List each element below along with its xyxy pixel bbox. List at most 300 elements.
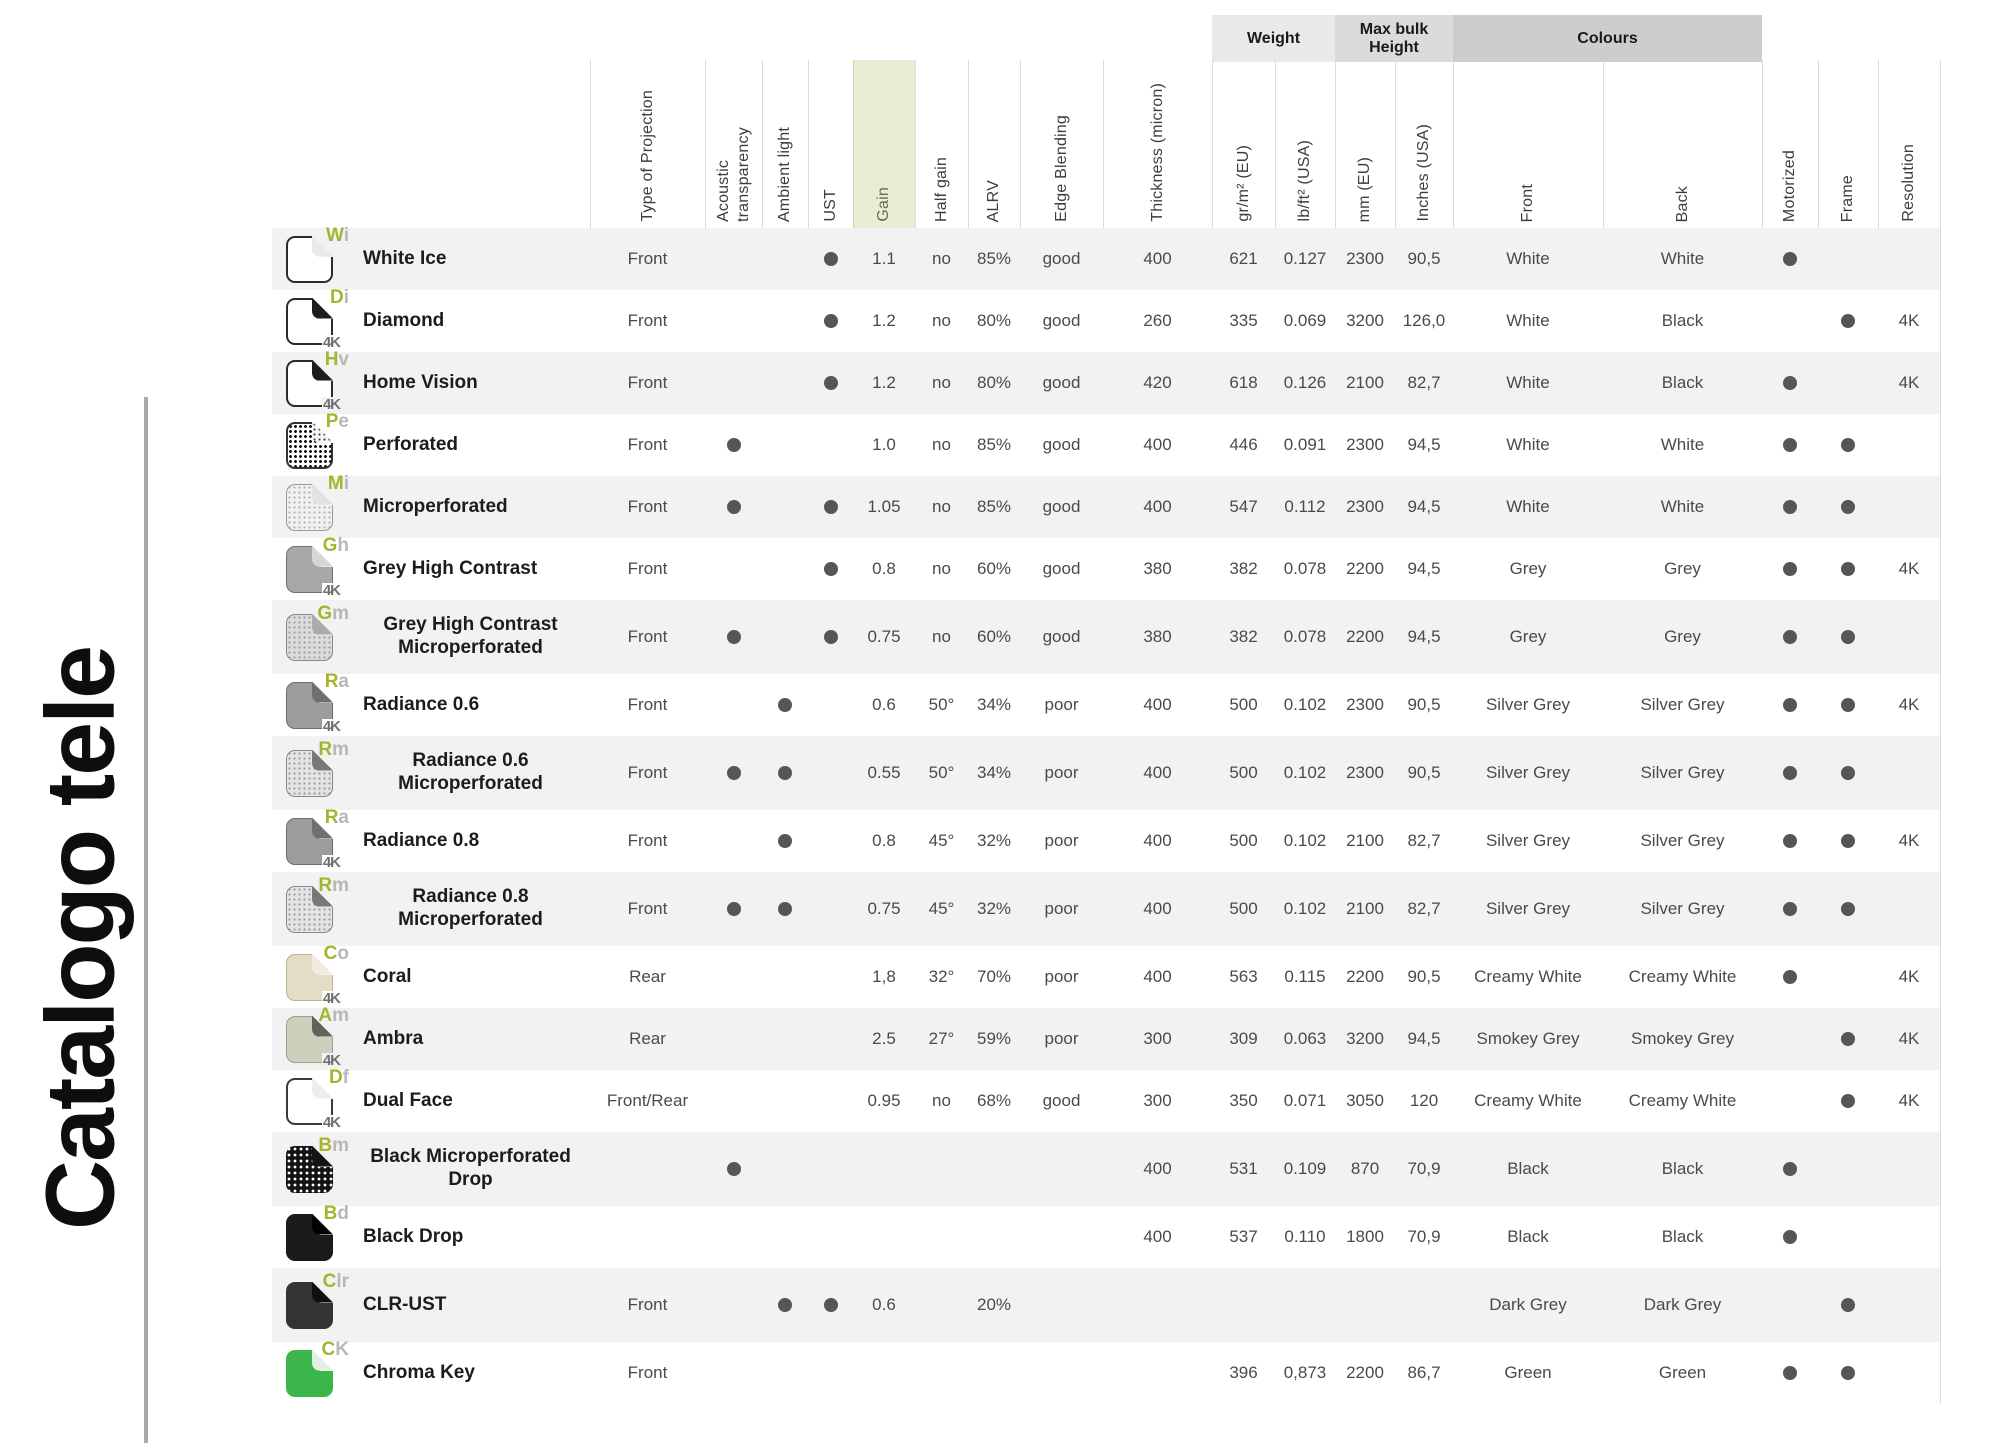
cell-thickness: 260 [1143, 311, 1172, 331]
feature-dot-icon [1783, 252, 1797, 266]
cell-gain: 2.5 [872, 1029, 896, 1049]
column-header-acoustic-transparency: Acoustic transparency [714, 127, 752, 222]
cell-ambient [762, 902, 808, 916]
table-row [272, 1132, 1940, 1206]
material-swatch-icon [286, 410, 349, 469]
cell-gain: 1.0 [872, 435, 896, 455]
cell-thickness: 420 [1143, 373, 1172, 393]
table-row [272, 1338, 1940, 1404]
cell-back: Silver Grey [1640, 899, 1725, 919]
column-header-edge-blending: Edge Blending [1052, 115, 1070, 222]
feature-dot-icon [824, 630, 838, 644]
cell-inches: 90,5 [1407, 967, 1441, 987]
cell-alrv: 32% [976, 899, 1012, 919]
cell-inches: 94,5 [1407, 1029, 1441, 1049]
cell-type: Front [627, 311, 668, 331]
feature-dot-icon [1783, 562, 1797, 576]
cell-front: Smokey Grey [1476, 1029, 1580, 1049]
table-row [272, 736, 1940, 810]
column-header-ambient-light: Ambient light [776, 126, 793, 222]
material-label [272, 534, 590, 599]
table-row [272, 472, 1940, 538]
cell-gr-m2: 382 [1229, 627, 1258, 647]
feature-dot-icon [1841, 630, 1855, 644]
cell-front: White [1506, 497, 1550, 517]
material-code: Am [318, 1004, 349, 1026]
cell-ust [808, 500, 853, 514]
material-label [272, 348, 590, 413]
cell-lb-ft2: 0.112 [1284, 497, 1326, 517]
material-swatch-icon [286, 1338, 349, 1397]
cell-alrv: 85% [976, 497, 1012, 517]
cell-edge-blending: good [1042, 435, 1081, 455]
cell-mm: 2300 [1346, 435, 1384, 455]
material-code: Di [329, 286, 349, 308]
material-code: Clr [322, 1270, 349, 1292]
cell-thickness: 380 [1143, 559, 1172, 579]
column-header-motorized: Motorized [1781, 149, 1798, 222]
cell-lb-ft2: 0.091 [1283, 435, 1327, 455]
cell-half-gain: no [932, 435, 951, 455]
table-row [272, 224, 1940, 290]
cell-half-gain: 27° [928, 1029, 955, 1049]
cell-mm: 2200 [1346, 559, 1384, 579]
cell-thickness: 400 [1143, 435, 1172, 455]
four-k-icon: 4K [322, 1051, 340, 1069]
cell-resolution: 4K [1898, 695, 1920, 715]
feature-dot-icon [1841, 1366, 1855, 1380]
cell-front: White [1506, 373, 1550, 393]
cell-back: Silver Grey [1640, 695, 1725, 715]
material-label [272, 1134, 590, 1193]
column-header-thickness-micron: Thickness (micron) [1148, 83, 1166, 222]
material-code: Pe [325, 410, 349, 432]
cell-resolution: 4K [1898, 373, 1920, 393]
cell-mm: 3050 [1346, 1091, 1384, 1111]
cell-edge-blending: good [1042, 497, 1081, 517]
cell-mm: 870 [1350, 1159, 1380, 1179]
cell-inches: 90,5 [1407, 763, 1441, 783]
cell-ambient [762, 834, 808, 848]
table-rows [272, 224, 1940, 1404]
cell-front: White [1506, 249, 1550, 269]
cell-resolution: 4K [1898, 831, 1920, 851]
cell-lb-ft2: 0.069 [1283, 311, 1327, 331]
four-k-icon: 4K [322, 717, 340, 735]
cell-inches: 86,7 [1407, 1363, 1441, 1383]
material-code: Ra [324, 806, 349, 828]
cell-alrv: 34% [976, 763, 1012, 783]
cell-thickness: 400 [1143, 249, 1172, 269]
cell-gr-m2: 382 [1229, 559, 1258, 579]
cell-gr-m2: 500 [1229, 763, 1258, 783]
material-swatch-icon [286, 472, 349, 531]
cell-motorized [1762, 970, 1818, 984]
cell-motorized [1762, 500, 1818, 514]
cell-alrv: 32% [976, 831, 1012, 851]
material-code: Hv [324, 348, 349, 370]
cell-back: Black [1661, 373, 1704, 393]
material-label [272, 224, 590, 283]
cell-edge-blending: good [1042, 1091, 1081, 1111]
material-label [272, 1202, 590, 1261]
cell-ust [808, 1298, 853, 1312]
cell-resolution: 4K [1898, 311, 1920, 331]
cell-resolution: 4K [1898, 1091, 1920, 1111]
cell-inches: 82,7 [1407, 831, 1441, 851]
cell-motorized [1762, 438, 1818, 452]
feature-dot-icon [824, 500, 838, 514]
cell-frame [1818, 834, 1878, 848]
cell-ust [808, 630, 853, 644]
header-group-max-bulk-height: Max bulk Height [1335, 15, 1453, 62]
material-swatch-icon [286, 286, 349, 351]
cell-mm: 3200 [1346, 311, 1384, 331]
cell-motorized [1762, 1162, 1818, 1176]
cell-gr-m2: 618 [1229, 373, 1258, 393]
cell-edge-blending: poor [1044, 695, 1079, 715]
cell-front: Grey [1509, 559, 1547, 579]
cell-inches: 126,0 [1402, 311, 1446, 331]
feature-dot-icon [1783, 1366, 1797, 1380]
material-name: Grey High Contrast [363, 557, 538, 579]
cell-frame [1818, 1094, 1878, 1108]
table-row [272, 1004, 1940, 1070]
cell-mm: 2100 [1346, 831, 1384, 851]
cell-acoustic [705, 1162, 762, 1176]
cell-gr-m2: 500 [1229, 695, 1258, 715]
material-label [272, 942, 590, 1007]
cell-lb-ft2: 0.102 [1283, 831, 1327, 851]
cell-half-gain: no [932, 249, 951, 269]
cell-edge-blending: good [1042, 249, 1081, 269]
material-code: Ra [324, 670, 349, 692]
cell-gr-m2: 335 [1229, 311, 1258, 331]
cell-alrv: 20% [976, 1295, 1012, 1315]
cell-alrv: 68% [976, 1091, 1012, 1111]
material-code: Gh [322, 534, 349, 556]
material-label [272, 602, 590, 661]
title-rule [144, 397, 148, 1443]
material-label [272, 410, 590, 469]
table-row [272, 348, 1940, 414]
cell-back: White [1660, 249, 1705, 269]
column-header-ust: UST [821, 189, 839, 222]
cell-resolution: 4K [1898, 967, 1920, 987]
cell-inches: 82,7 [1407, 899, 1441, 919]
four-k-icon: 4K [322, 581, 340, 599]
cell-ust [808, 562, 853, 576]
cell-edge-blending: good [1042, 559, 1081, 579]
cell-front: Black [1507, 1159, 1549, 1179]
cell-back: White [1660, 497, 1705, 517]
cell-frame [1818, 630, 1878, 644]
cell-thickness: 400 [1143, 1227, 1172, 1247]
cell-alrv: 60% [976, 559, 1012, 579]
table-row [272, 942, 1940, 1008]
cell-lb-ft2: 0.115 [1284, 967, 1326, 987]
cell-type: Front [627, 497, 668, 517]
cell-gr-m2: 396 [1229, 1363, 1258, 1383]
cell-front: White [1506, 311, 1550, 331]
cell-back: Green [1658, 1363, 1707, 1383]
cell-back: Black [1661, 1227, 1704, 1247]
feature-dot-icon [1841, 1032, 1855, 1046]
cell-front: Silver Grey [1485, 763, 1571, 783]
column-header-gain: Gain [875, 187, 892, 222]
cell-type: Front [627, 763, 668, 783]
cell-type: Front [627, 249, 668, 269]
table-row [272, 1066, 1940, 1132]
cell-ambient [762, 1298, 808, 1312]
material-swatch-icon [286, 1004, 349, 1069]
cell-half-gain: no [932, 1091, 951, 1111]
column-header-front: Front [1519, 183, 1536, 222]
cell-ambient [762, 766, 808, 780]
material-name: Radiance 0.8 [363, 829, 480, 851]
feature-dot-icon [1841, 766, 1855, 780]
cell-mm: 2200 [1346, 627, 1384, 647]
table-row [272, 286, 1940, 352]
cell-type: Front [627, 373, 668, 393]
feature-dot-icon [1841, 1094, 1855, 1108]
material-code: Bm [318, 1134, 349, 1156]
header-group-weight: Weight [1212, 15, 1335, 62]
material-name: Black Drop [363, 1225, 464, 1247]
cell-mm: 2300 [1346, 497, 1384, 517]
material-label [272, 874, 590, 933]
cell-gain: 0.6 [872, 1295, 896, 1315]
four-k-icon: 4K [322, 395, 340, 413]
material-label [272, 286, 590, 351]
cell-resolution: 4K [1898, 559, 1920, 579]
feature-dot-icon [1783, 376, 1797, 390]
cell-inches: 120 [1409, 1091, 1439, 1111]
cell-back: Creamy White [1628, 1091, 1737, 1111]
material-name: Radiance 0.8 Microperforated [398, 886, 543, 930]
cell-edge-blending: poor [1044, 763, 1079, 783]
cell-gr-m2: 350 [1229, 1091, 1258, 1111]
cell-back: Grey [1664, 627, 1701, 647]
cell-lb-ft2: 0,873 [1283, 1363, 1327, 1383]
cell-alrv: 80% [976, 373, 1012, 393]
cell-alrv: 85% [976, 249, 1012, 269]
material-name: CLR-UST [363, 1293, 447, 1315]
cell-frame [1818, 1032, 1878, 1046]
cell-mm: 2100 [1346, 899, 1384, 919]
column-header-lb-ft-usa: lb/ft² (USA) [1296, 140, 1313, 222]
cell-gain: 0.6 [872, 695, 896, 715]
feature-dot-icon [1783, 1162, 1797, 1176]
cell-gain: 0.95 [867, 1091, 901, 1111]
cell-type: Rear [629, 1029, 666, 1049]
cell-gain: 0.75 [867, 627, 901, 647]
feature-dot-icon [1841, 500, 1855, 514]
material-swatch-icon [286, 224, 349, 283]
cell-gr-m2: 547 [1229, 497, 1258, 517]
cell-motorized [1762, 562, 1818, 576]
cell-half-gain: no [932, 627, 951, 647]
cell-thickness: 400 [1143, 1159, 1172, 1179]
cell-motorized [1762, 1230, 1818, 1244]
cell-half-gain: no [932, 311, 951, 331]
cell-lb-ft2: 0.109 [1283, 1159, 1327, 1179]
material-swatch-icon [286, 874, 349, 933]
cell-lb-ft2: 0.127 [1283, 249, 1327, 269]
cell-back: Black [1661, 1159, 1704, 1179]
cell-lb-ft2: 0.102 [1283, 695, 1327, 715]
cell-back: Black [1661, 311, 1704, 331]
cell-lb-ft2: 0.078 [1283, 627, 1327, 647]
material-name: Grey High Contrast Microperforated [383, 614, 558, 658]
cell-edge-blending: poor [1044, 967, 1079, 987]
cell-thickness: 400 [1143, 899, 1172, 919]
four-k-icon: 4K [322, 1113, 340, 1131]
material-name: Chroma Key [363, 1361, 475, 1383]
cell-frame [1818, 438, 1878, 452]
material-code: Bd [323, 1202, 349, 1224]
material-label [272, 738, 590, 797]
cell-half-gain: no [932, 373, 951, 393]
column-header-resolution: Resolution [1900, 144, 1917, 222]
cell-motorized [1762, 376, 1818, 390]
feature-dot-icon [727, 902, 741, 916]
cell-resolution: 4K [1898, 1029, 1920, 1049]
cell-front: Dark Grey [1489, 1295, 1567, 1315]
feature-dot-icon [1783, 500, 1797, 514]
column-header-inches-usa: Inches (USA) [1415, 124, 1432, 222]
table-row [272, 872, 1940, 946]
material-swatch-icon [286, 738, 349, 797]
cell-front: Silver Grey [1485, 831, 1571, 851]
material-swatch-icon [286, 806, 349, 871]
cell-frame [1818, 766, 1878, 780]
cell-alrv: 70% [976, 967, 1012, 987]
cell-type: Rear [629, 967, 666, 987]
material-code: Df [328, 1066, 349, 1088]
cell-ust [808, 376, 853, 390]
column-header-gr-m-eu: gr/m² (EU) [1234, 145, 1252, 222]
cell-ambient [762, 698, 808, 712]
cell-frame [1818, 698, 1878, 712]
cell-inches: 90,5 [1407, 695, 1441, 715]
cell-half-gain: no [932, 497, 951, 517]
cell-type: Front/Rear [606, 1091, 689, 1111]
cell-acoustic [705, 500, 762, 514]
material-label [272, 1338, 590, 1397]
feature-dot-icon [1783, 438, 1797, 452]
cell-half-gain: 45° [928, 831, 955, 851]
cell-mm: 1800 [1346, 1227, 1384, 1247]
cell-edge-blending: poor [1044, 831, 1079, 851]
column-header-type-of-projection: Type of Projection [638, 90, 656, 222]
cell-frame [1818, 562, 1878, 576]
table-row [272, 670, 1940, 736]
cell-edge-blending: good [1042, 311, 1081, 331]
cell-acoustic [705, 438, 762, 452]
cell-back: White [1660, 435, 1705, 455]
cell-back: Dark Grey [1643, 1295, 1722, 1315]
table-row [272, 806, 1940, 872]
cell-gr-m2: 621 [1229, 249, 1258, 269]
column-header-alrv: ALRV [985, 179, 1002, 222]
cell-gain: 0.8 [872, 559, 896, 579]
cell-back: Smokey Grey [1631, 1029, 1734, 1049]
cell-thickness: 400 [1143, 763, 1172, 783]
material-name: Microperforated [363, 495, 508, 517]
cell-half-gain: 50° [928, 695, 955, 715]
cell-thickness: 380 [1143, 627, 1172, 647]
feature-dot-icon [1783, 766, 1797, 780]
material-name: Radiance 0.6 [363, 693, 480, 715]
cell-edge-blending: good [1042, 627, 1081, 647]
cell-gr-m2: 500 [1229, 831, 1258, 851]
cell-alrv: 85% [976, 435, 1012, 455]
page-title: Catalogo tele [25, 646, 135, 1230]
cell-gr-m2: 563 [1229, 967, 1258, 987]
cell-gr-m2: 309 [1229, 1029, 1258, 1049]
column-header-frame: Frame [1839, 174, 1856, 222]
cell-inches: 70,9 [1407, 1227, 1441, 1247]
cell-motorized [1762, 766, 1818, 780]
cell-ust [808, 252, 853, 266]
cell-alrv: 34% [976, 695, 1012, 715]
cell-front: Green [1504, 1363, 1552, 1383]
material-name: Coral [363, 965, 412, 987]
cell-frame [1818, 902, 1878, 916]
column-header-mm-eu: mm (EU) [1356, 156, 1373, 222]
feature-dot-icon [1841, 1298, 1855, 1312]
feature-dot-icon [1841, 834, 1855, 848]
feature-dot-icon [824, 1298, 838, 1312]
feature-dot-icon [1841, 314, 1855, 328]
cell-frame [1818, 500, 1878, 514]
cell-inches: 82,7 [1407, 373, 1441, 393]
cell-frame [1818, 1366, 1878, 1380]
material-swatch-icon [286, 942, 349, 1007]
cell-inches: 94,5 [1407, 559, 1441, 579]
cell-gain: 1.1 [872, 249, 896, 269]
material-swatch-icon [286, 1066, 349, 1131]
feature-dot-icon [1841, 438, 1855, 452]
material-name: Black Microperforated Drop [370, 1146, 571, 1190]
cell-mm: 2200 [1346, 967, 1384, 987]
cell-back: Silver Grey [1640, 763, 1725, 783]
cell-gain: 1.2 [872, 373, 896, 393]
material-label [272, 1270, 590, 1329]
cell-lb-ft2: 0.126 [1283, 373, 1327, 393]
material-swatch-icon [286, 670, 349, 735]
table-row [272, 1202, 1940, 1268]
cell-gr-m2: 537 [1229, 1227, 1258, 1247]
feature-dot-icon [824, 252, 838, 266]
feature-dot-icon [727, 630, 741, 644]
material-swatch-icon [286, 534, 349, 599]
cell-inches: 94,5 [1407, 497, 1441, 517]
cell-front: Silver Grey [1485, 899, 1571, 919]
feature-dot-icon [1841, 698, 1855, 712]
column-separator [1940, 60, 1941, 1404]
feature-dot-icon [727, 1162, 741, 1176]
cell-type: Front [627, 1295, 668, 1315]
feature-dot-icon [1783, 1230, 1797, 1244]
cell-half-gain: 32° [928, 967, 955, 987]
cell-mm: 2300 [1346, 763, 1384, 783]
cell-inches: 94,5 [1407, 627, 1441, 647]
material-label [272, 1066, 590, 1131]
cell-half-gain: no [932, 559, 951, 579]
cell-motorized [1762, 630, 1818, 644]
